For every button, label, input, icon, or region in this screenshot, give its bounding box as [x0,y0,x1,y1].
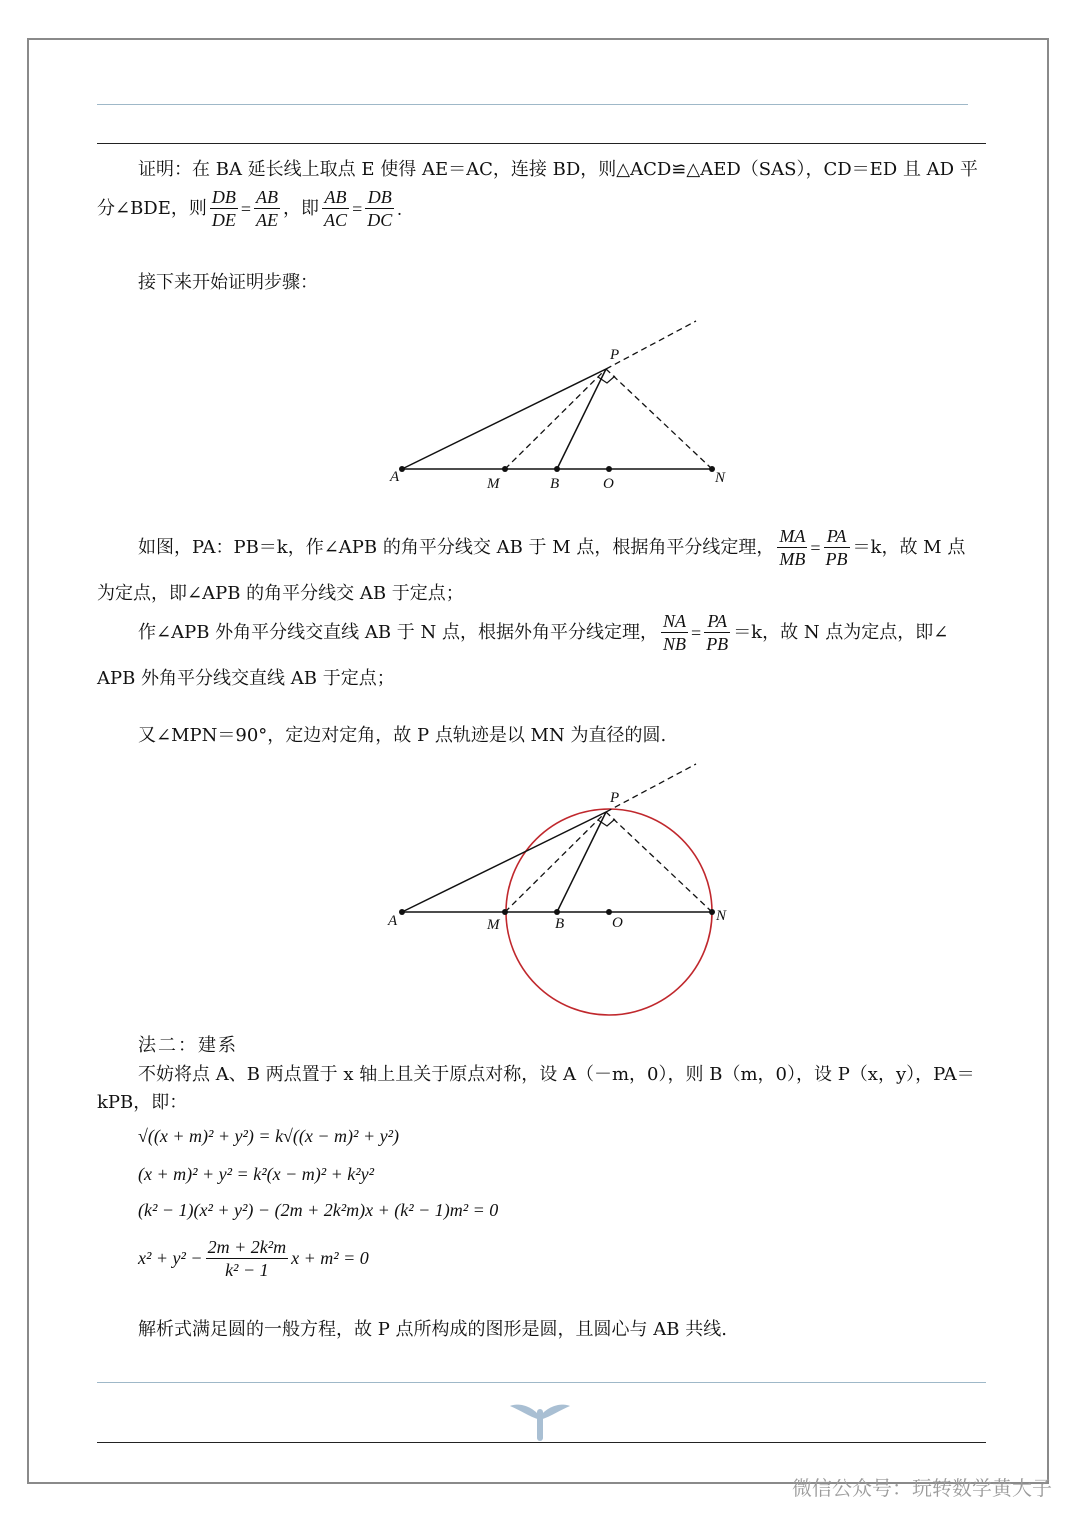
line-ap [402,369,606,469]
line-np-2 [606,812,712,912]
fraction-pa-pb-1: $\frac{PA}{PB}$ [825,526,848,569]
header-rule-blue [97,104,968,105]
label-b: B [550,476,560,492]
point-a [399,466,405,472]
line-mp [505,369,606,469]
label-m: M [487,476,500,492]
label-a-2: A [388,913,398,929]
label-o: O [603,476,614,492]
equation-3: (k² − 1)(x² + y²) − (2m + 2k²m)x + (k² − 1)m² = 0 [138,1200,499,1220]
label-p-2: P [610,790,620,806]
equation-2: (x + m)² + y² = k²(x − m)² + k²y² [138,1164,375,1184]
bisector-text-b: ＝k，故 M 点 [852,536,966,558]
footer-rule-black [97,1442,986,1443]
point-n-2 [709,909,715,915]
label-n: N [715,470,726,486]
line-bp-2 [557,812,606,912]
method-2-title: 法二：建系 [138,1035,238,1056]
plant-logo-icon [508,1398,572,1440]
fraction-ab-ae: $\frac{AB}{AE}$ [256,187,279,230]
equation-1: √((x + m)² + y²) = k√((x − m)² + y²) [138,1126,399,1146]
equation-4 [138,1236,369,1281]
final-conclusion: 解析式满足圆的一般方程，故 P 点所构成的图形是圆，且圆心与 AB 共线. [138,1319,727,1340]
label-n-2: N [716,908,727,924]
line-bp [557,369,606,469]
proof-line-2-text-b: ，即 [283,197,320,219]
external-bisector-line-1: 作∠APB 外角平分线交直线 AB 于 N 点，根据外角平分线定理， $\frac{NA}{NB}$ = $\frac{PA}{PB}$ ＝k，故 N 点为定点，即∠ [138,611,949,654]
line-p-extension [606,321,696,369]
watermark: 微信公众号：玩转数学黄大子 [792,1476,1052,1500]
label-m-2: M [487,917,500,933]
fraction-ma-mb: $\frac{MA}{MB}$ [779,526,806,569]
point-b [554,466,560,472]
coordinate-setup-line-2: kPB，即： [97,1092,188,1113]
proof-line-2-text-a: 分∠BDE，则 [97,197,207,219]
diagram-circle [380,758,727,1020]
fraction-db-dc: $\frac{DB}{DC}$ [367,187,393,230]
label-p: P [610,347,620,363]
locus-conclusion: 又∠MPN＝90°，定边对定角，故 P 点轨迹是以 MN 为直径的圆. [138,725,667,746]
fraction-pa-pb-2: $\frac{PA}{PB}$ [706,611,729,654]
proof-line-2: 分∠BDE，则 $\frac{DB}{DE}$ = $\frac{AB}{AE}$ ，即 $\frac{AB}{AC}$ = $\frac{DB}{DC}$ . [97,187,402,230]
footer-rule-blue [97,1382,986,1383]
fraction-coefficient: $\frac{\text{2m + 2k²m}}{\text{k² − 1}}$ [207,1237,287,1280]
point-m-2 [502,909,508,915]
point-o [606,466,612,472]
point-m [502,466,508,472]
point-b-2 [554,909,560,915]
label-b-2: B [555,916,565,932]
point-a-2 [399,909,405,915]
external-bisector-line-2: APB 外角平分线交直线 AB 于定点； [97,668,395,689]
equation-4-left: x² + y² − [138,1248,203,1268]
external-bisector-text-a: 作∠APB 外角平分线交直线 AB 于 N 点，根据外角平分线定理， [138,621,659,643]
proof-line-1: 证明：在 BA 延长线上取点 E 使得 AE＝AC，连接 BD，则△ACD≌△AED（SAS），CD＝ED 且 AD 平 [138,159,978,180]
bisector-line-2: 为定点，即∠APB 的角平分线交 AB 于定点； [97,583,464,604]
line-ap-2 [402,812,606,912]
line-p-extension-2 [606,764,696,812]
bisector-line-1: 如图，PA：PB＝k，作∠APB 的角平分线交 AB 于 M 点，根据角平分线定理， $\frac{MA}{MB}$ = $\frac{PA}{PB}$ ＝k，故 M 点 [138,526,966,569]
fraction-db-de: $\frac{DB}{DE}$ [211,187,236,230]
bisector-text-a: 如图，PA：PB＝k，作∠APB 的角平分线交 AB 于 M 点，根据角平分线定理， [138,536,775,558]
fraction-na-nb: $\frac{NA}{NB}$ [663,611,687,654]
proof-steps-intro: 接下来开始证明步骤： [138,272,318,293]
coordinate-setup-line-1: 不妨将点 A、B 两点置于 x 轴上且关于原点对称，设 A（－m，0），则 B（m，0），设 P（x，y），PA＝ [138,1064,975,1085]
line-np [606,369,712,469]
fraction-ab-ac: $\frac{AB}{AC}$ [324,187,348,230]
equation-4-right: x + m² = 0 [291,1248,369,1268]
label-o-2: O [612,915,623,931]
header-rule-black [97,143,986,144]
line-mp-2 [505,812,606,912]
label-a: A [390,469,400,485]
diagram-triangle [380,315,726,495]
external-bisector-text-b: ＝k，故 N 点为定点，即∠ [733,621,949,643]
